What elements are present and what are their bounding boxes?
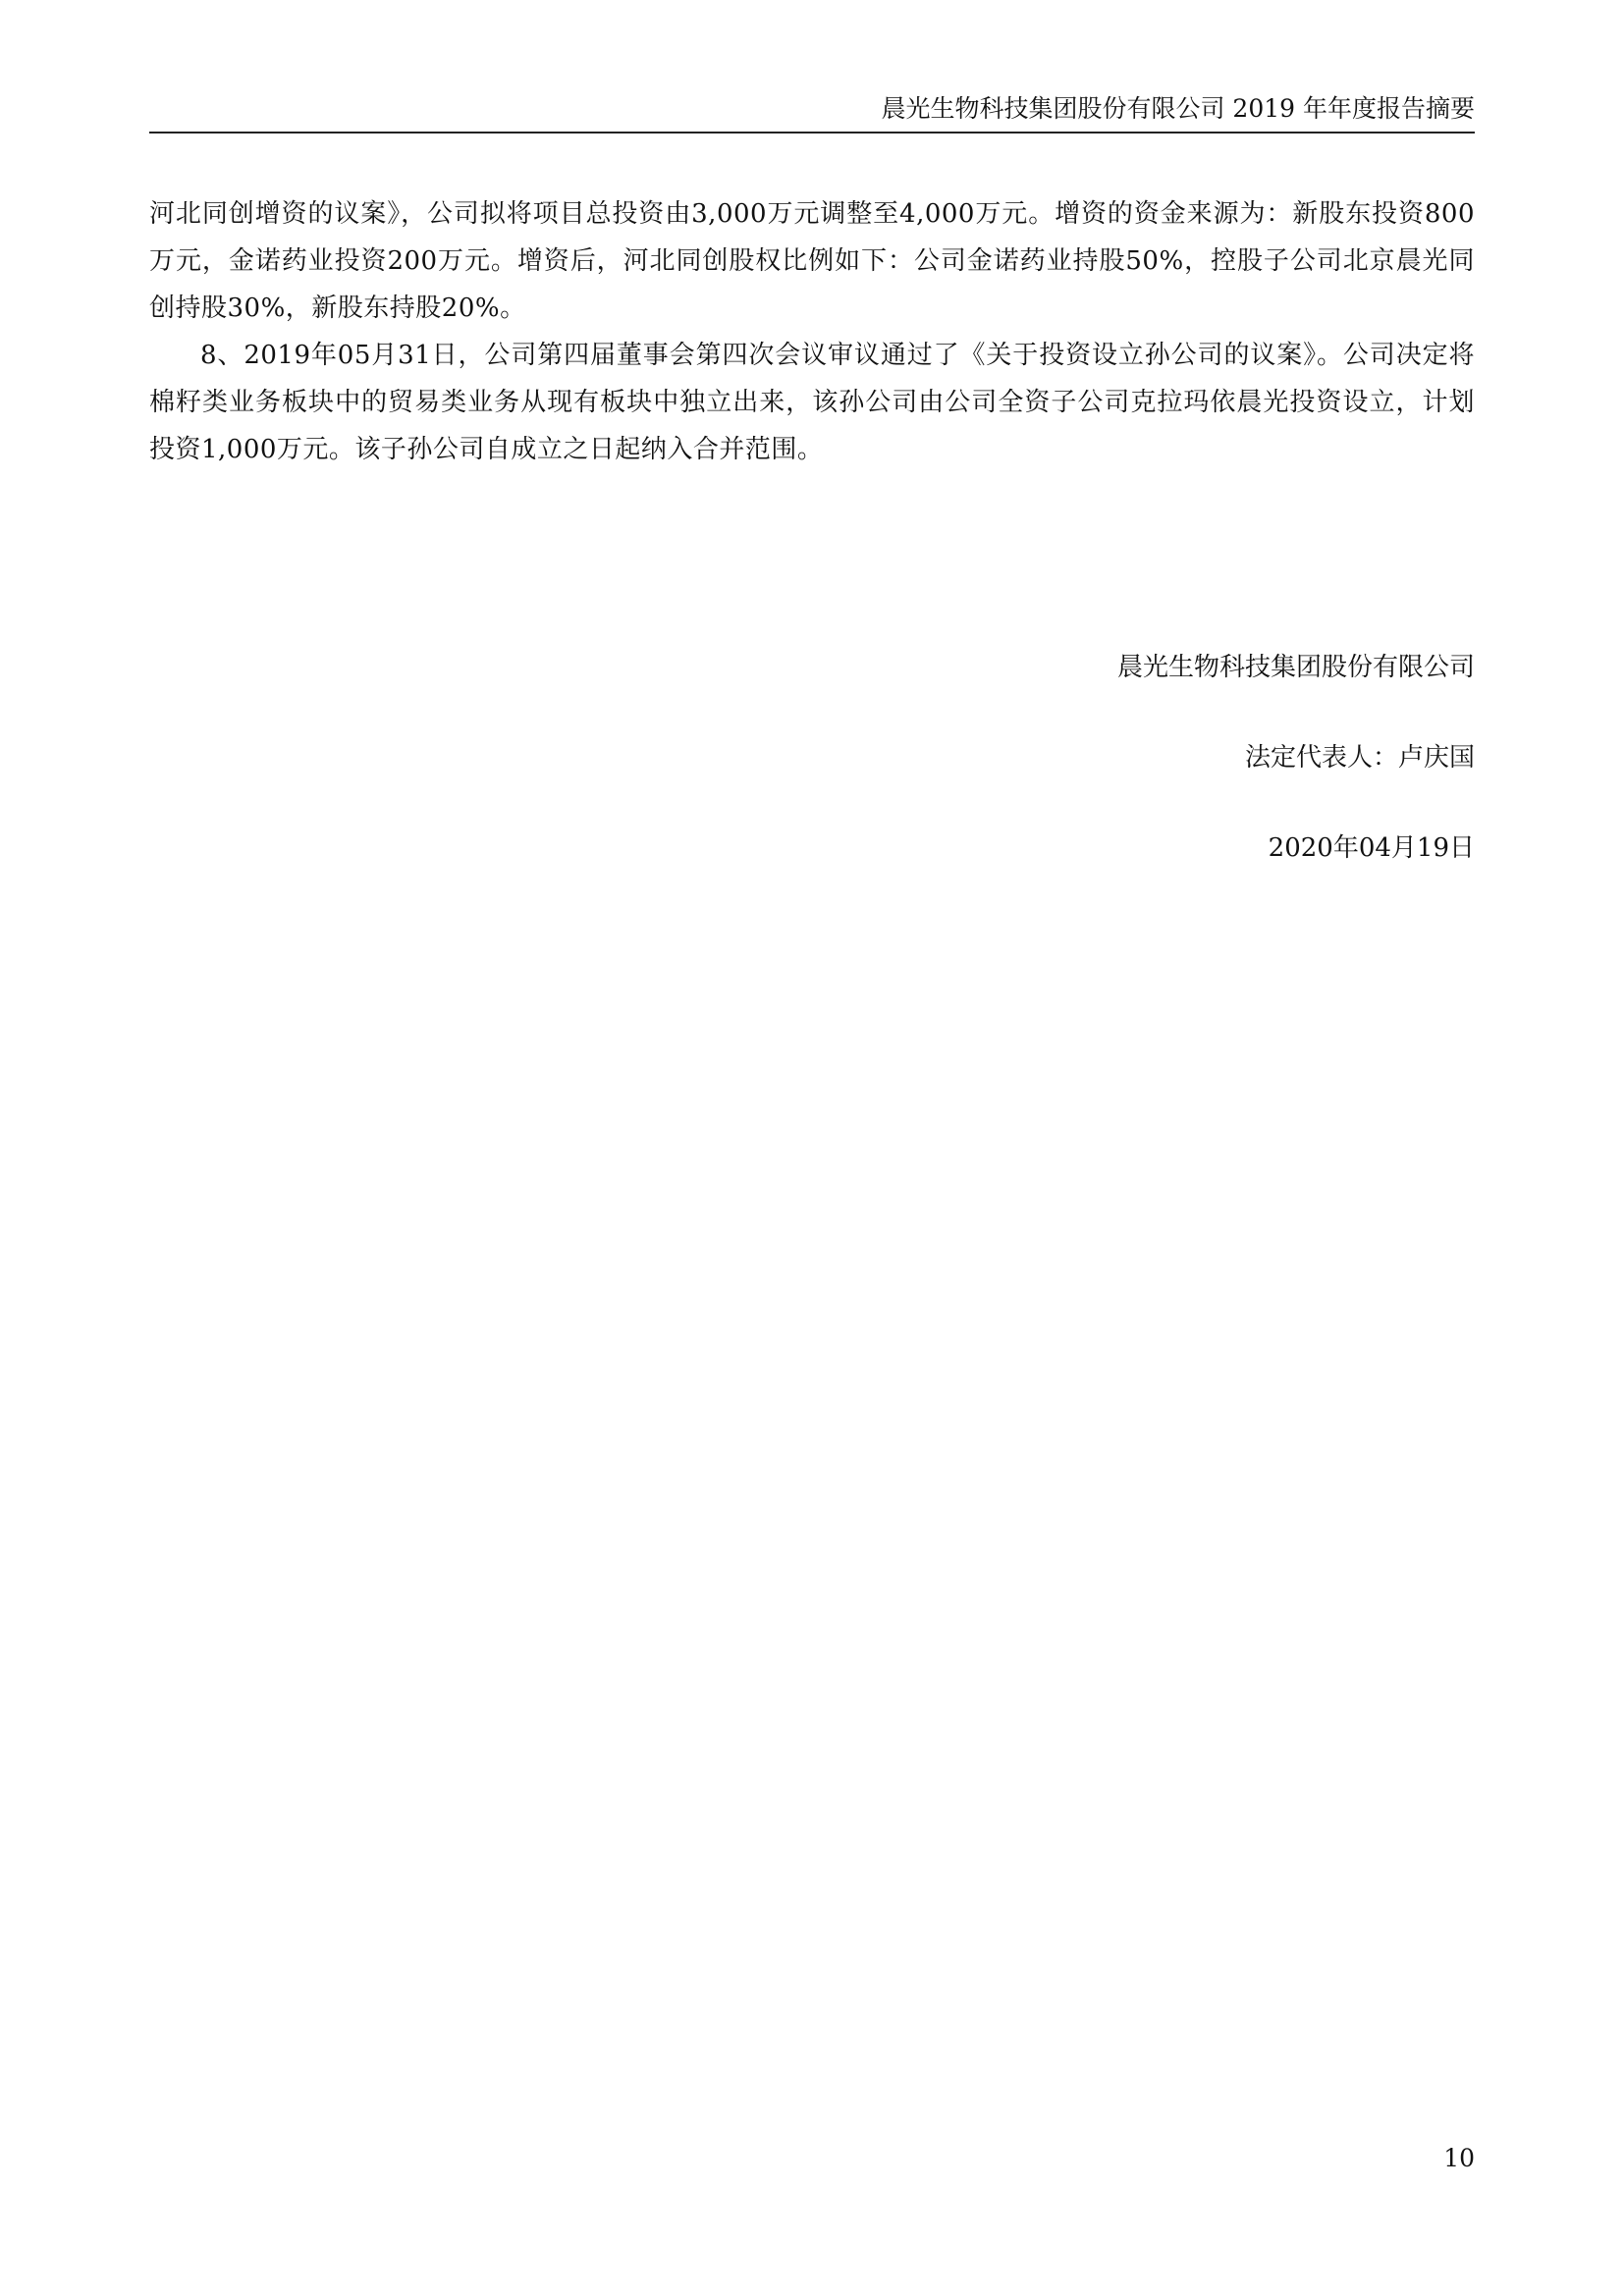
page-header [149,86,1475,133]
header-title: 晨光生物科技集团股份有限公司 2019 年年度报告摘要 [881,94,1475,123]
signature-representative: 法定代表人：卢庆国 [1244,743,1475,773]
body-text [149,190,1475,473]
page-number: 10 [1443,2144,1475,2172]
signature-date: 2020年04月19日 [1268,833,1475,863]
signature-block [591,653,1475,863]
paragraph-item-8: 8、2019年05月31日，公司第四届董事会第四次会议审议通过了《关于投资设立孙公司的议案》。公司决定将棉籽类业务板块中的贸易类业务从现有板块中独立出来，该孙公司由公司全资子公司克拉玛依晨光投资设立，计划投资1,000万元。该子孙公司自成立之日起纳入合并范围。 [149,341,1475,464]
paragraph-continuation: 河北同创增资的议案》，公司拟将项目总投资由3,000万元调整至4,000万元。增资的资金来源为：新股东投资800万元，金诺药业投资200万元。增资后，河北同创股权比例如下：公司金诺药业持股50%，控股子公司北京晨光同创持股30%，新股东持股20%。 [149,199,1475,323]
signature-company: 晨光生物科技集团股份有限公司 [1116,653,1475,682]
